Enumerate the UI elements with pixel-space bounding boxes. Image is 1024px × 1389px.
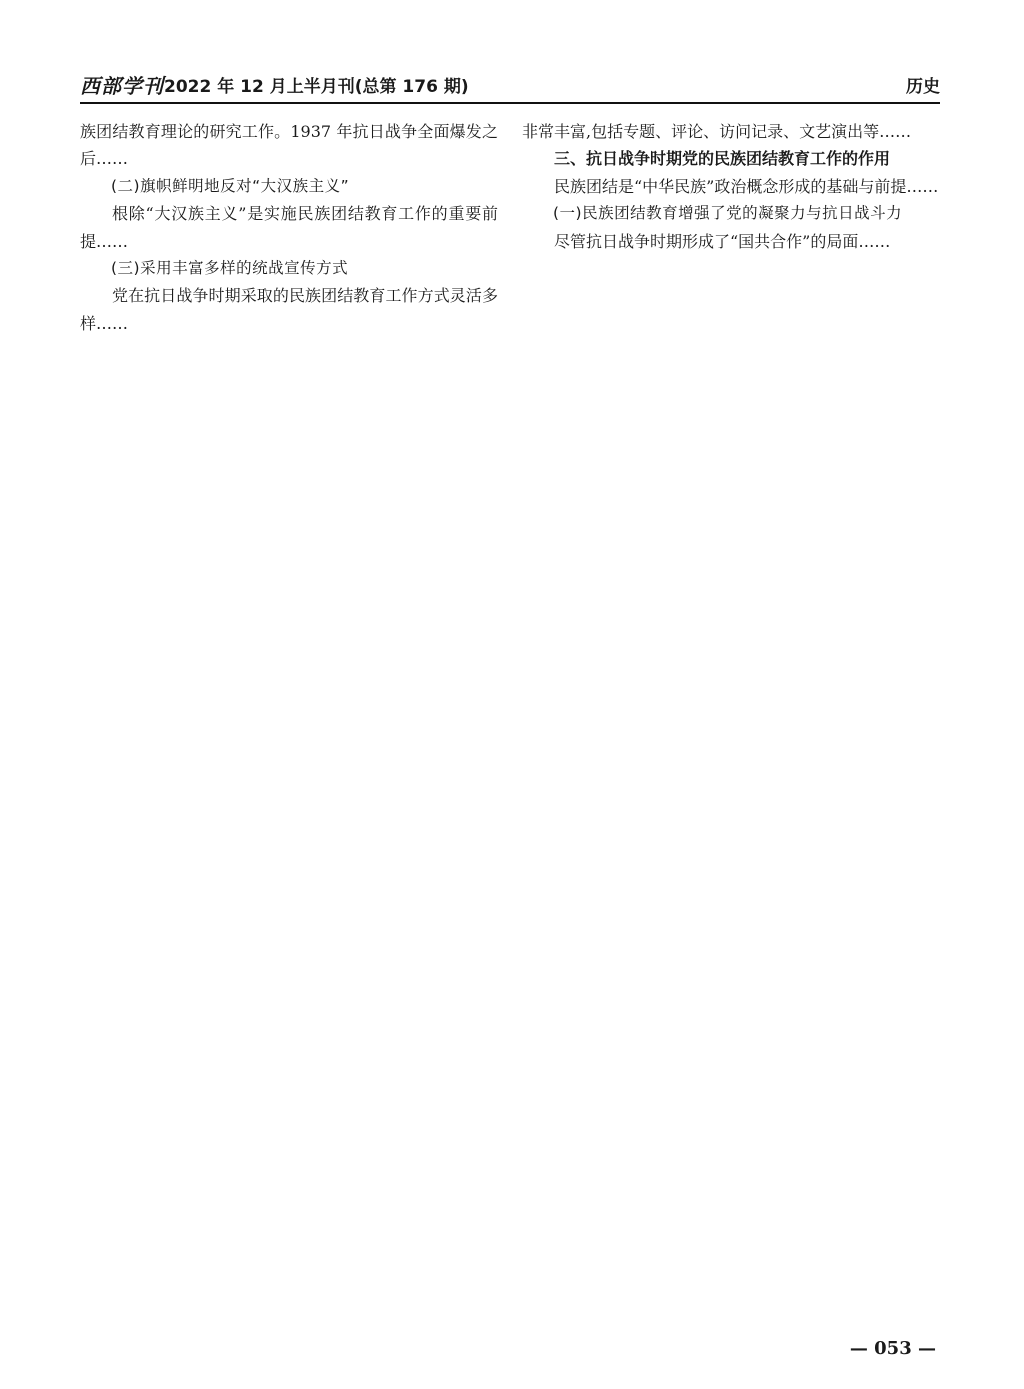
journal-issue: 2022 年 12 月上半月刊(总第 176 期) — [164, 77, 469, 97]
journal-logo: 西部学刊 — [80, 74, 164, 98]
paragraph: 尽管抗日战争时期形成了“国共合作”的局面…… — [554, 231, 891, 251]
paragraph: 民族团结是“中华民族”政治概念形成的基础与前提…… — [554, 176, 939, 196]
paragraph: 族团结教育理论的研究工作。1937 年抗日战争全面爆发之后…… — [80, 122, 498, 169]
left-column — [80, 118, 498, 337]
section-heading: 三、抗日战争时期党的民族团结教育工作的作用 — [554, 149, 891, 169]
page-header — [80, 70, 940, 104]
page-number: — 053 — — [849, 1338, 936, 1359]
subsection-heading: (一)民族团结教育增强了党的凝聚力与抗日战斗力 — [553, 204, 903, 223]
paragraph: 党在抗日战争时期采取的民族团结教育工作方式灵活多样…… — [80, 286, 498, 333]
subsection-heading: (二)旗帜鲜明地反对“大汉族主义” — [111, 176, 350, 195]
subsection-heading: (三)采用丰富多样的统战宣传方式 — [111, 259, 349, 278]
paragraph: 根除“大汉族主义”是实施民族团结教育工作的重要前提…… — [80, 204, 498, 251]
section-name: 历史 — [906, 77, 940, 97]
right-column — [522, 118, 940, 255]
paragraph: 非常丰富,包括专题、评论、访问记录、文艺演出等…… — [522, 122, 912, 141]
